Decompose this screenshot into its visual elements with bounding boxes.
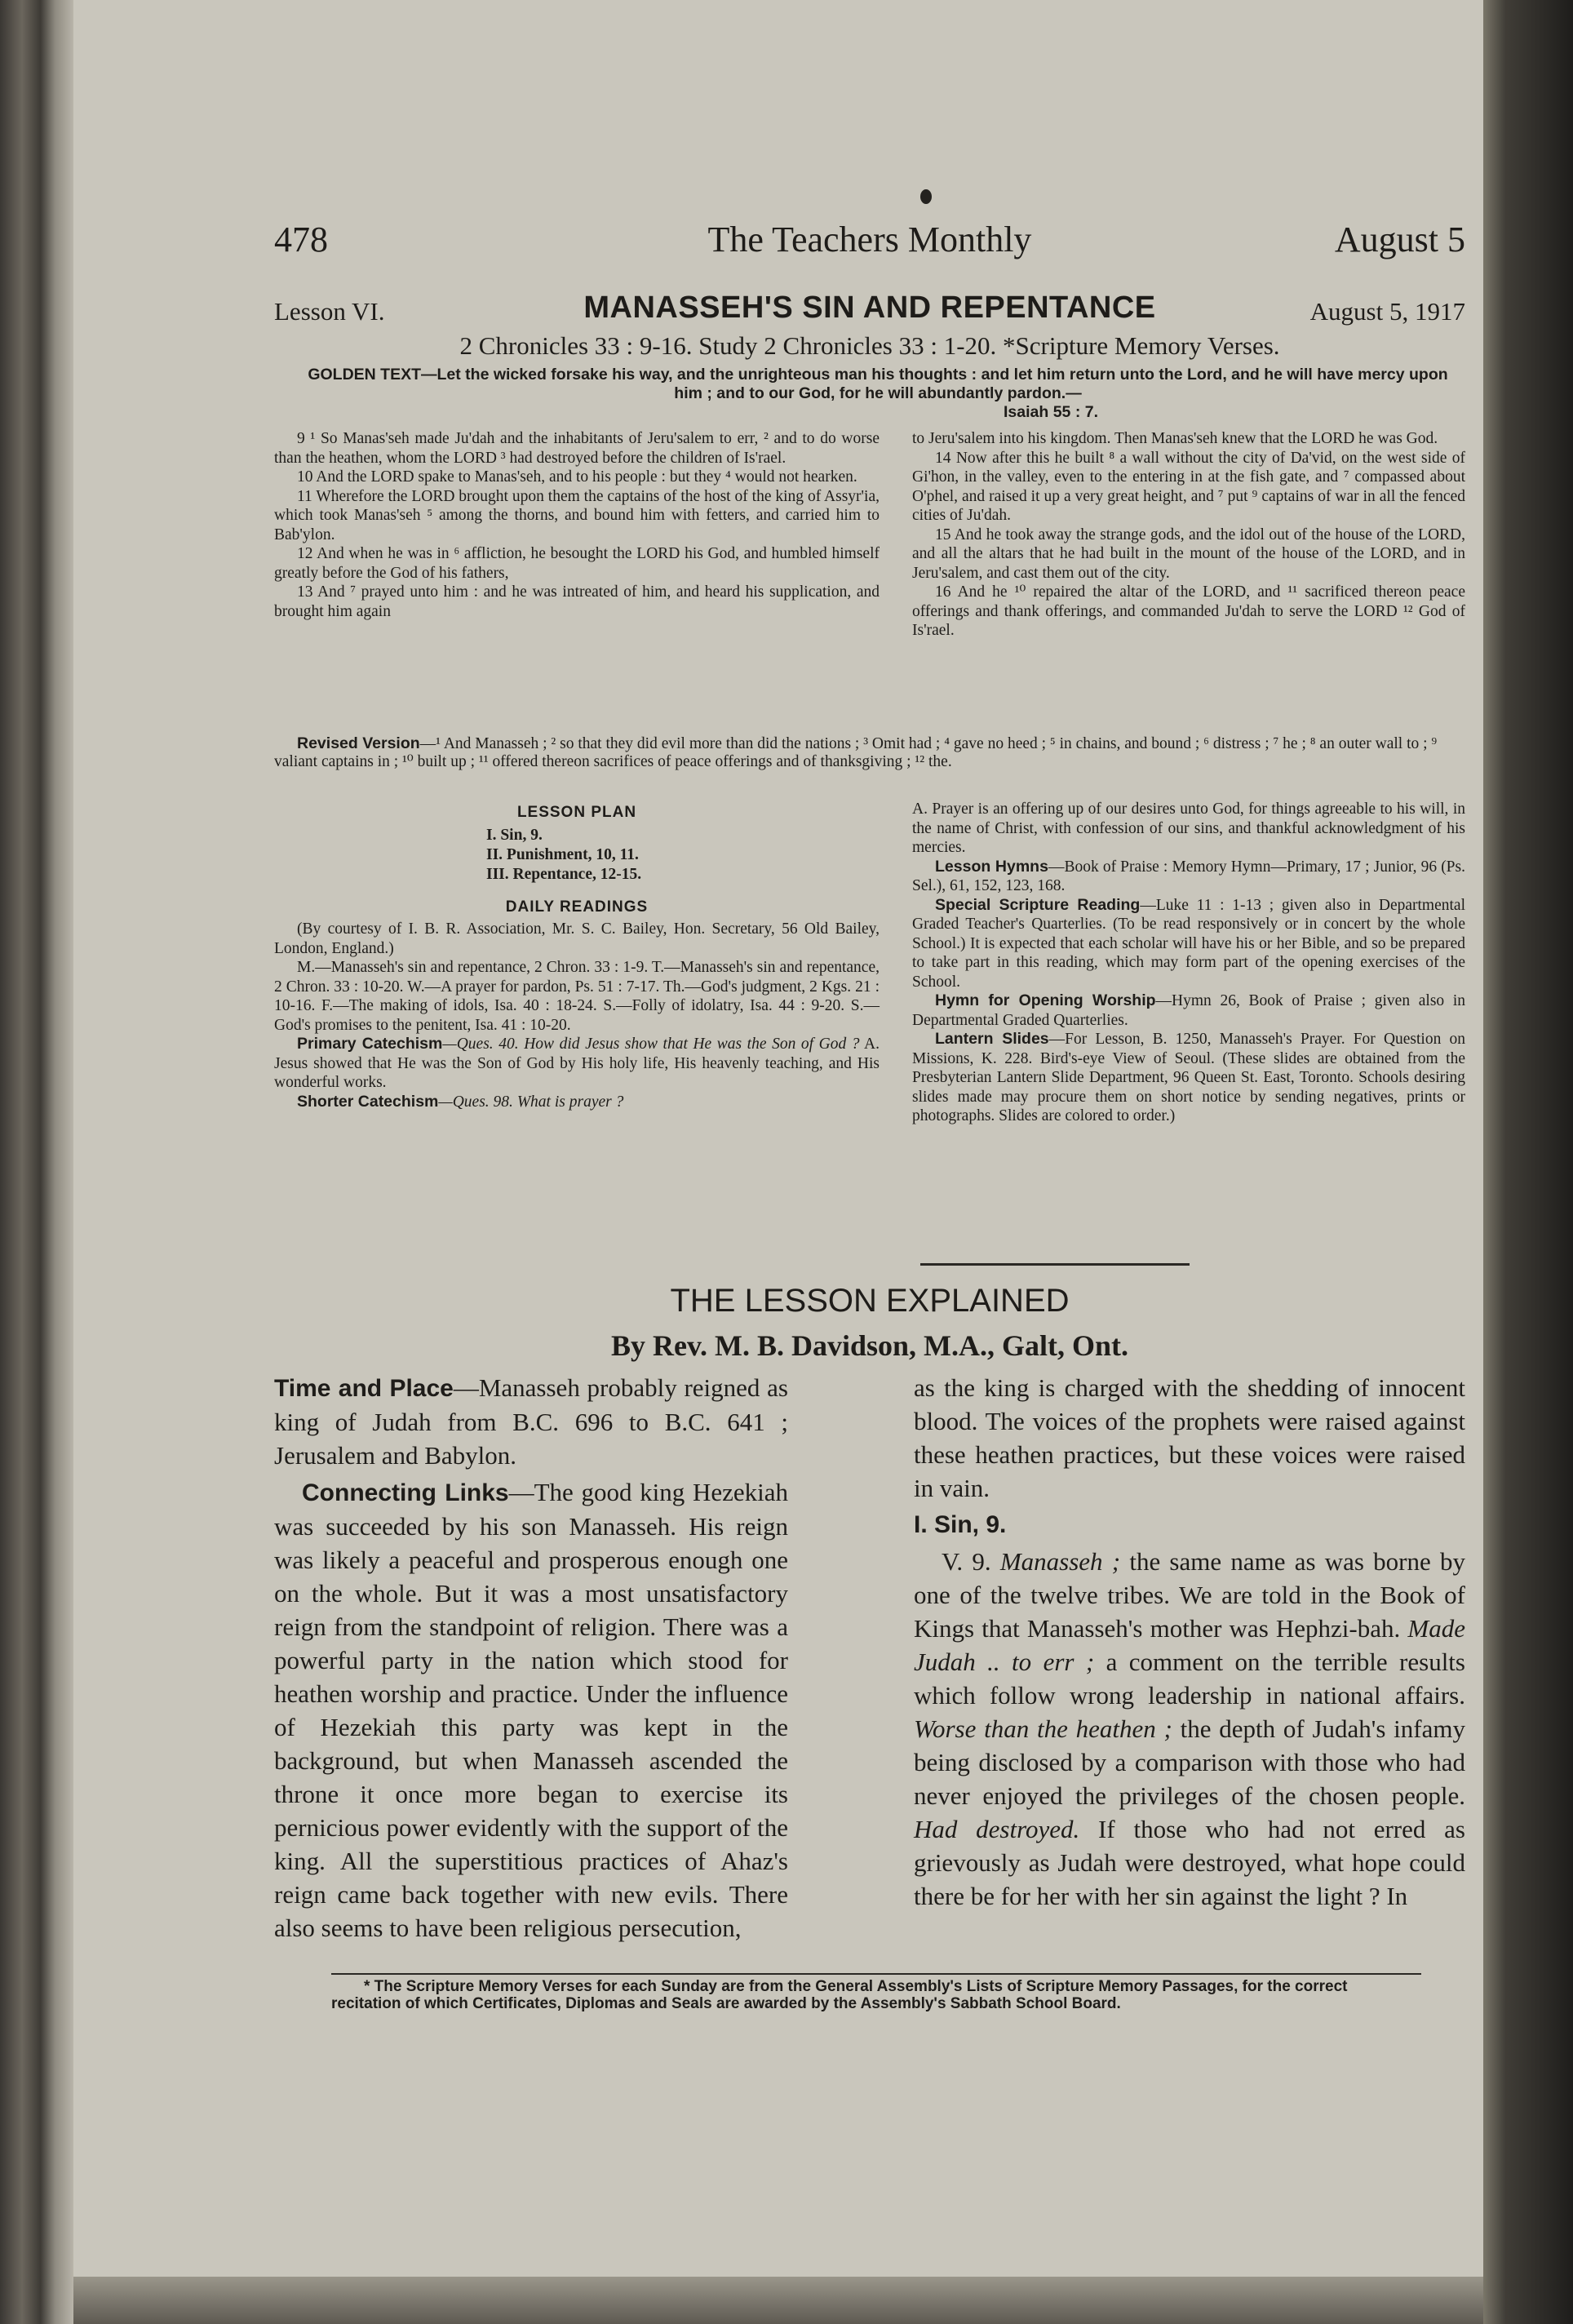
verses-right-column [912,429,1465,641]
connecting-links-paragraph [274,1475,788,1945]
verse-paragraph: 12 And when he was in ⁶ affliction, he besought the LORD his God, and humbled himself greatly before the God of his fathers, [274,545,880,582]
revised-version-label: Revised Version [297,734,420,752]
lesson-hymns [912,858,1465,896]
scanner-bottom-edge [73,2275,1483,2324]
lesson-plan-item: II. Punishment, 10, 11. [486,845,639,863]
v9-text: the depth of Judah's infamy being disclosed by a comparison with those who had never enjoyed the privileges of the chosen people. [914,1714,1465,1810]
explained-left-column [274,1371,788,1948]
footnote-rule [331,1973,1421,1975]
special-reading-text: —Luke 11 : 1-13 ; given also in Departmental Graded Teacher's Quarterlies. (To be read responsively or in concert by the whole School.) It is expected that each scholar will have his or her Bible, and so be prepared to take part in this reading, which may form part of the opening exercises of the School. [912,896,1465,991]
time-place-text: —Manasseh probably reigned as king of Judah from B.C. 696 to B.C. 641 ; Jerusalem and Babylon. [274,1373,788,1470]
verse-paragraph: 14 Now after this he built ⁸ a wall without the city of Da'vid, on the west side of Gi'hon, in the valley, even to the entering in at the fish gate, and ⁷ compassed about O'phel, and raised it up a very great height, and ⁷ put ⁹ captains of war in all the fenced cities of Ju'dah. [912,449,1465,524]
verse-paragraph: 15 And he took away the strange gods, and the idol out of the house of the LORD, and all the altars that he had built in the mount of the house of the LORD, and in Jeru'salem, and cast them out of the city. [912,526,1465,582]
lantern-slides-text: —For Lesson, B. 1250, Manasseh's Prayer. For Question on Missions, K. 228. Bird's-eye View of Seoul. (These slides are obtained from the Presbyterian Lantern Slide Department, 96 Queen St. East, Toronto. Schools desiring slides made may procure them on short notice by sending negatives, prints or photographs. Slides are colored to order.) [912,1031,1465,1124]
lesson-plan-item: I. Sin, 9. [486,826,543,844]
sin-heading: I. Sin, 9. [914,1511,1007,1538]
author-byline: By Rev. M. B. Davidson, M.A., Galt, Ont. [610,1329,1129,1362]
page-number: 478 [274,220,328,259]
lesson-number: Lesson VI. [274,297,385,326]
v9-italic: Made Judah .. to err ; [914,1614,1465,1676]
verses-left-column [274,429,880,621]
primary-catechism-question: How did Jesus show that He was the Son of God ? [524,1036,860,1053]
header-date: August 5 [1334,220,1465,259]
shorter-catechism-label: Shorter Catechism [297,1092,439,1111]
daily-readings-courtesy: (By courtesy of I. B. R. Association, Mr. S. C. Bailey, Hon. Secretary, 56 Old Bailey, London, England.) [274,920,880,957]
shorter-catechism-ques: —Ques. 98. [438,1093,513,1111]
helps-left-column [274,800,880,1111]
daily-readings-heading: DAILY READINGS [505,898,649,916]
section-divider [920,1263,1190,1266]
revised-version-text: —¹ And Manasseh ; ² so that they did evil more than did the nations ; ³ Omit had ; ⁴ gave no heed ; ⁵ in chains, and bound ; ⁶ distress ; ⁷ he ; ⁸ an outer wall to ; ⁹ valiant captains in ; ¹⁰ built up ; ¹¹ offered thereon sacrifices of peace offerings and of thanksgiving ; ¹² the. [274,735,1438,770]
revised-version [274,734,1465,771]
lesson-plan-heading: LESSON PLAN [516,804,637,821]
prayer-answer: A. Prayer is an offering up of our desires unto God, for things agreeable to his will, in the name of Christ, with confession of our sins, and thankful acknowledgment of his mercies. [912,801,1465,856]
shorter-catechism-question: What is prayer ? [516,1093,624,1111]
verse-paragraph: to Jeru'salem into his kingdom. Then Manas'seh knew that the LORD he was God. [912,430,1438,447]
scanner-right-edge [1483,0,1573,2324]
v9-italic: Had destroyed. [914,1815,1080,1843]
running-header [274,219,1465,268]
verse-paragraph: 13 And ⁷ prayed unto him : and he was intreated of him, and heard his supplication, and brought him again [274,583,880,620]
lesson-plan-item: III. Repentance, 12-15. [486,865,642,883]
lantern-slides-label: Lantern Slides [935,1030,1049,1048]
v9-italic: Manasseh ; [999,1547,1121,1576]
v9-text: a comment on the terrible results which follow wrong leadership in national affairs. [914,1648,1465,1710]
daily-readings-list: M.—Manasseh's sin and repentance, 2 Chron. 33 : 1-9. T.—Manasseh's sin and repentance, 2 Chron. 33 : 10-20. W.—A prayer for pardon, Ps. 51 : 7-17. Th.—God's judgment, 2 Kgs. 21 : 10-16. F.—The making of idols, Isa. 40 : 18-24. S.—Folly of idolatry, Isa. 44 : 9-20. S.—God's promises to the penitent, Isa. 41 : 10-20. [274,959,880,1034]
verse-paragraph: 11 Wherefore the LORD brought upon them the captains of the host of the king of Assyr'ia, which took Manas'seh ⁵ among the thorns, and bound him with fetters, and carried him to Bab'ylon. [274,487,880,543]
connecting-links-text: —The good king Hezekiah was succeeded by his son Manasseh. His reign was likely a peaceful and prosperous enough one on the whole. But it was a most unsatisfactory reign from the standpoint of religion. There was a powerful party in the nation which stood for heathen worship and practice. Under the influence of Hezekiah this party was kept in the background, but when Manasseh ascended the throne it once more began to exercise its pernicious power evidently with the support of the king. All the superstitious practices of Ahaz's reign came back together with new evils. There also seems to have been religious persecution, [274,1478,788,1942]
shorter-catechism [274,1093,880,1112]
primary-catechism-label: Primary Catechism [297,1035,443,1053]
v9-text: V. 9. [942,1547,1000,1576]
connecting-links-label: Connecting Links [302,1479,509,1506]
primary-catechism-answer: A. Jesus showed that He was the Son of God by His holy life, His heavenly teaching, and His wonderful works. [274,1036,880,1091]
special-reading-label: Special Scripture Reading [935,895,1141,914]
primary-catechism-ques: —Ques. 40. [442,1036,519,1053]
verse-paragraph: 9 ¹ So Manas'seh made Ju'dah and the inhabitants of Jeru'salem to err, ² and to do worse than the heathen, whom the LORD ³ had destroyed before the children of Is'rael. [274,430,880,467]
page-sheet [73,0,1483,2277]
helps-right-column [912,800,1465,1126]
lesson-title-line [274,290,1465,328]
opening-hymn-text: —Hymn 26, Book of Praise ; given also in Departmental Graded Quarterlies. [912,992,1465,1029]
lesson-plan-list [486,826,880,885]
golden-text-body: GOLDEN TEXT—Let the wicked forsake his way, and the unrighteous man his thoughts : and let him return unto the Lord, and he will have mercy upon him ; and to our God, for he will abundantly pardon.— [308,366,1448,402]
verse-paragraph: 10 And the LORD spake to Manas'seh, and to his people : but they ⁴ would not hearken. [297,468,857,486]
verse-9-paragraph [914,1545,1465,1913]
scripture-reference: 2 Chronicles 33 : 9-16. Study 2 Chronicles 33 : 1-20. *Scripture Memory Verses. [459,331,1280,360]
special-reading [912,896,1465,992]
golden-text-ref: Isaiah 55 : 7. [1004,403,1098,421]
lesson-date: August 5, 1917 [1309,297,1465,326]
v9-italic: Worse than the heathen ; [914,1714,1172,1743]
lesson-title: MANASSEH'S SIN AND REPENTANCE [583,290,1156,325]
opening-hymn [912,991,1465,1030]
golden-text [299,366,1457,422]
section-title: THE LESSON EXPLAINED [670,1283,1070,1319]
footnote: * The Scripture Memory Verses for each Sunday are from the General Assembly's Lists of Scripture Memory Passages, for the correct recitation of which Certificates, Diplomas and Seals are awarded by the Assembly's Sabbath School Board. [331,1978,1348,2012]
v9-text: If those who had not erred as grievously as Judah were destroyed, what hope could there be for her with her sin against the light ? In [914,1815,1465,1910]
time-place-label: Time and Place [274,1375,454,1402]
continuation-paragraph: as the king is charged with the shedding of innocent blood. The voices of the prophets were raised against these heathen practices, but these voices were raised in vain. [914,1373,1465,1502]
explained-right-column [914,1371,1465,1916]
lesson-hymns-label: Lesson Hymns [935,857,1048,876]
verse-paragraph: 16 And he ¹⁰ repaired the altar of the LORD, and ¹¹ sacrificed thereon peace offerings and thank offerings, and commanded Ju'dah to serve the LORD ¹² God of Is'rael. [912,583,1465,639]
magazine-title: The Teachers Monthly [707,220,1032,259]
primary-catechism [274,1035,880,1093]
book-spine-shadow [0,0,73,2324]
v9-text: the same name as was borne by one of the twelve tribes. We are told in the Book of Kings that Manasseh's mother was Hephzi-bah. [914,1547,1465,1643]
lantern-slides [912,1030,1465,1126]
opening-hymn-label: Hymn for Opening Worship [935,991,1156,1009]
ink-dot [920,189,932,204]
lesson-hymns-text: —Book of Praise : Memory Hymn—Primary, 17 ; Junior, 96 (Ps. Sel.), 61, 152, 123, 168. [912,858,1465,894]
time-place-paragraph [274,1371,788,1472]
